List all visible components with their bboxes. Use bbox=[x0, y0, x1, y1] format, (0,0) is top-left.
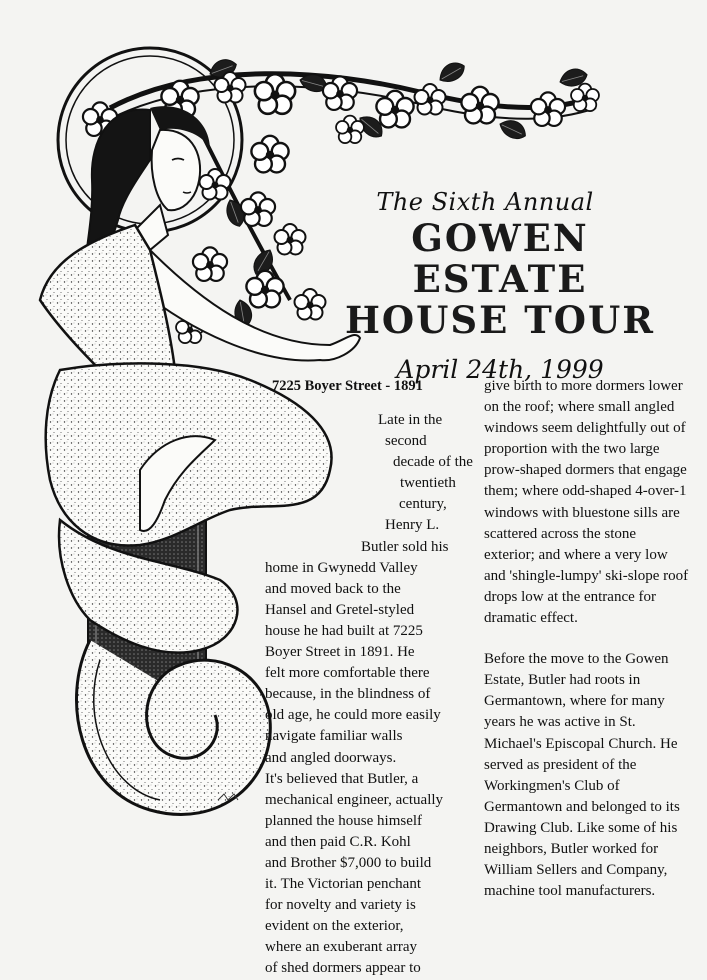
event-date: April 24th, 1999 bbox=[396, 355, 604, 384]
event-title-line-1: GOWEN ESTATE bbox=[411, 216, 589, 301]
article-paragraph: give birth to more dormers lower on the roof; where small angled windows seem delightfully out of proportion with the two large prow-shaped dormers that engage them; where odd-shaped 4-over-1 windows with bluestone sills are scattered across the stone exterior; and where a very low and 'shingle-lumpy' ski-slope roof drops low at the entrance for dramatic effect. bbox=[484, 378, 689, 627]
text-line: house he had built at 7225 bbox=[265, 622, 423, 639]
house-address-heading: 7225 Boyer Street - 1891 bbox=[272, 378, 423, 394]
text-line: and angled doorways. bbox=[265, 749, 397, 766]
text-line: because, in the blindness of bbox=[265, 686, 431, 703]
text-line: navigate familiar walls bbox=[265, 728, 403, 745]
text-line: Late in the bbox=[378, 412, 443, 428]
text-line: planned the house himself bbox=[265, 812, 423, 829]
title-block bbox=[330, 188, 670, 384]
text-line: and Brother $7,000 to build bbox=[265, 854, 432, 871]
text-line: mechanical engineer, actually bbox=[265, 791, 444, 808]
text-line: Butler sold his bbox=[361, 538, 449, 555]
text-line: old age, he could more easily bbox=[265, 707, 441, 724]
article-paragraph: Before the move to the Gowen Estate, Butler had roots in Germantown, where for many years he was active in St. Michael's Episcopal Church. He served as president of the Workingmen's Club of Germantown and belonged to its Drawing Club. Like some of his neighbors, Butler worked for William Sellers and Company, machine tool manufacturers. bbox=[484, 651, 680, 900]
text-line: and moved back to the bbox=[265, 580, 401, 597]
event-title-line-2: HOUSE TOUR bbox=[344, 298, 656, 342]
text-line: second bbox=[385, 433, 427, 450]
text-line: Hansel and Gretel-styled bbox=[265, 601, 415, 618]
event-subtitle: The Sixth Annual bbox=[376, 188, 594, 216]
text-line: where an exuberant array bbox=[265, 939, 417, 956]
text-line: it. The Victorian penchant bbox=[265, 876, 421, 893]
text-line: and then paid C.R. Kohl bbox=[265, 833, 411, 850]
text-line: century, bbox=[399, 496, 447, 513]
text-line: for novelty and variety is bbox=[265, 897, 416, 914]
text-line: evident on the exterior, bbox=[265, 918, 404, 935]
text-line: Boyer Street in 1891. He bbox=[265, 644, 415, 661]
article-right-column bbox=[484, 376, 689, 922]
text-line: home in Gwynedd Valley bbox=[265, 559, 418, 576]
text-line: It's believed that Butler, a bbox=[265, 770, 419, 787]
text-line: decade of the bbox=[393, 454, 473, 471]
text-line: of shed dormers appear to bbox=[265, 960, 421, 977]
text-line: twentieth bbox=[400, 475, 456, 492]
article-left-column bbox=[265, 410, 477, 980]
text-line: felt more comfortable there bbox=[265, 665, 430, 682]
text-line: Henry L. bbox=[385, 517, 440, 534]
